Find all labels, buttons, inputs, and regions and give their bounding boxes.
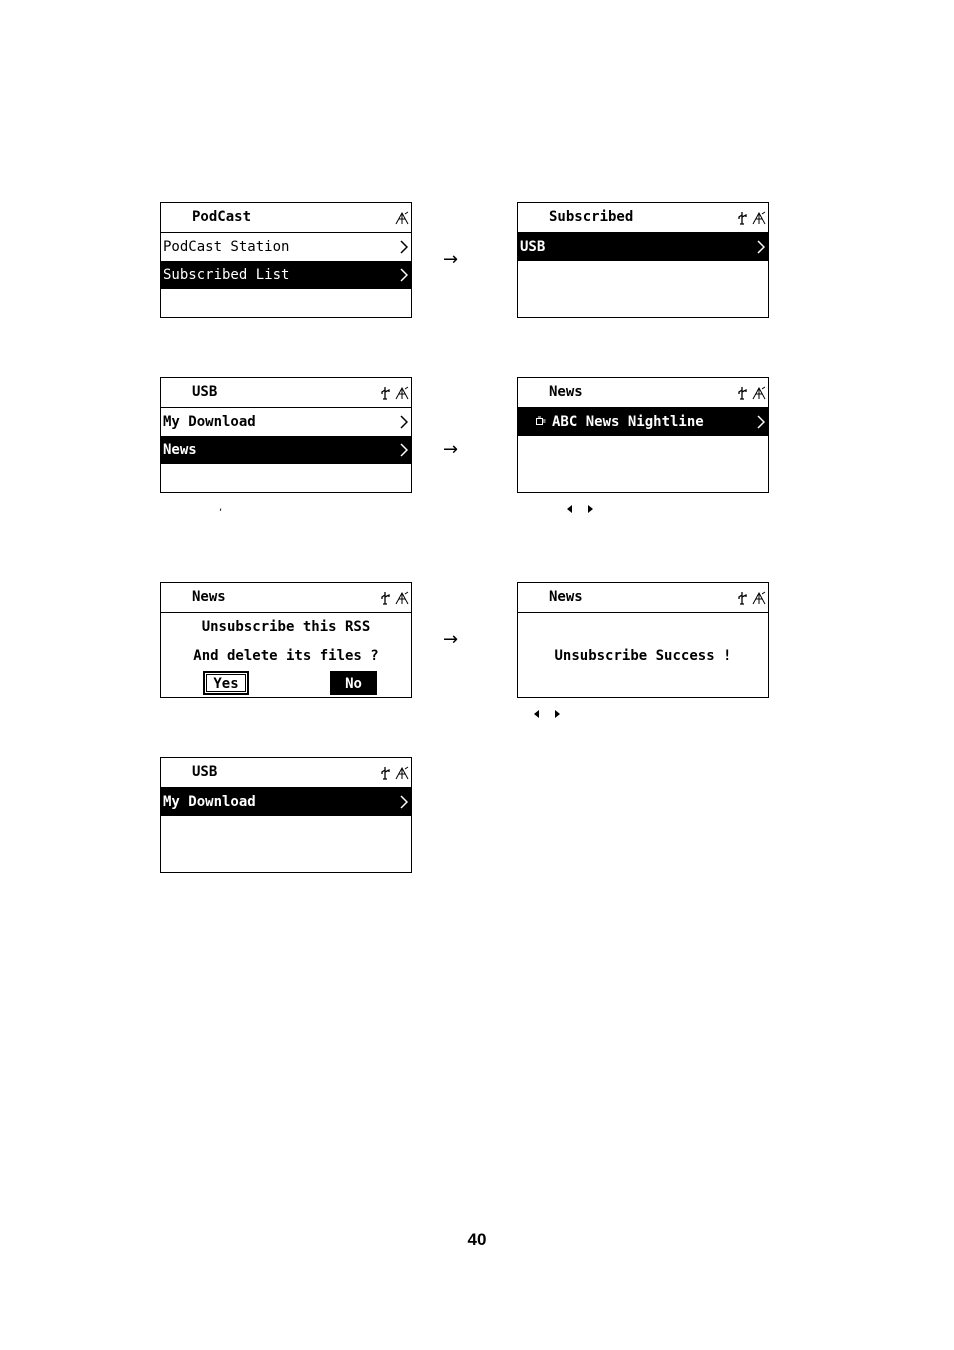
chevron-right-icon — [400, 795, 408, 809]
menu-item-label: ABC News Nightline — [552, 414, 704, 430]
antenna-signal-icon — [395, 766, 409, 780]
menu-item-abc-news-nightline[interactable] — [518, 408, 768, 436]
stray-mark: , — [219, 502, 223, 513]
success-message: Unsubscribe Success ! — [554, 648, 732, 664]
menu-item-label: Subscribed List — [163, 267, 290, 283]
confirm-line-1: Unsubscribe this RSS — [201, 619, 371, 635]
screen-usb-1 — [160, 377, 412, 493]
podcast-feed-icon — [536, 408, 546, 436]
antenna-signal-icon — [395, 386, 409, 400]
screen-news-success — [517, 582, 769, 698]
screen-titlebar — [518, 378, 768, 408]
screen-titlebar — [518, 203, 768, 233]
flow-arrow: → — [443, 629, 459, 650]
antenna-signal-icon — [752, 591, 766, 605]
menu-item-label: USB — [520, 239, 546, 255]
menu-item-news[interactable] — [161, 436, 411, 464]
usb-icon — [737, 591, 749, 605]
screen-news-confirm — [160, 582, 412, 698]
menu-item-label: News — [163, 442, 197, 458]
screen-title: News — [192, 589, 226, 605]
screen-news-list — [517, 377, 769, 493]
usb-icon — [380, 386, 392, 400]
menu-item-my-download[interactable] — [161, 408, 411, 436]
chevron-right-icon — [400, 415, 408, 429]
usb-icon — [380, 591, 392, 605]
flow-arrow: → — [443, 439, 459, 460]
left-key-icon — [534, 710, 539, 718]
chevron-right-icon — [400, 268, 408, 282]
screen-title: USB — [192, 764, 218, 780]
screen-title: Subscribed — [549, 209, 634, 225]
screen-subscribed — [517, 202, 769, 318]
menu-item-subscribed-list[interactable] — [161, 261, 411, 289]
screen-titlebar — [518, 583, 768, 613]
menu-item-label: PodCast Station — [163, 239, 290, 255]
antenna-signal-icon — [395, 211, 409, 225]
antenna-signal-icon — [752, 211, 766, 225]
left-key-icon — [567, 505, 572, 513]
menu-item-my-download[interactable] — [161, 788, 411, 816]
menu-item-podcast-station[interactable] — [161, 233, 411, 261]
screen-titlebar — [161, 758, 411, 788]
flow-arrow: → — [443, 249, 459, 270]
confirm-line-2: And delete its files ? — [193, 648, 379, 664]
chevron-right-icon — [400, 443, 408, 457]
right-key-icon — [555, 710, 560, 718]
screen-titlebar — [161, 378, 411, 408]
antenna-signal-icon — [395, 591, 409, 605]
chevron-right-icon — [757, 240, 765, 254]
screen-usb-2 — [160, 757, 412, 873]
screen-title: News — [549, 384, 583, 400]
antenna-signal-icon — [752, 386, 766, 400]
yes-button[interactable]: Yes — [203, 671, 249, 695]
screen-title: PodCast — [192, 209, 252, 225]
usb-icon — [737, 211, 749, 225]
screen-title: News — [549, 589, 583, 605]
menu-item-label: My Download — [163, 794, 256, 810]
menu-item-label: My Download — [163, 414, 256, 430]
no-button[interactable]: No — [330, 671, 377, 695]
chevron-right-icon — [400, 240, 408, 254]
usb-icon — [380, 766, 392, 780]
page-number: 40 — [467, 1230, 487, 1249]
screen-titlebar — [161, 203, 411, 233]
menu-item-usb[interactable] — [518, 233, 768, 261]
chevron-right-icon — [757, 415, 765, 429]
usb-icon — [737, 386, 749, 400]
screen-podcast — [160, 202, 412, 318]
screen-title: USB — [192, 384, 218, 400]
right-key-icon — [588, 505, 593, 513]
screen-titlebar — [161, 583, 411, 613]
